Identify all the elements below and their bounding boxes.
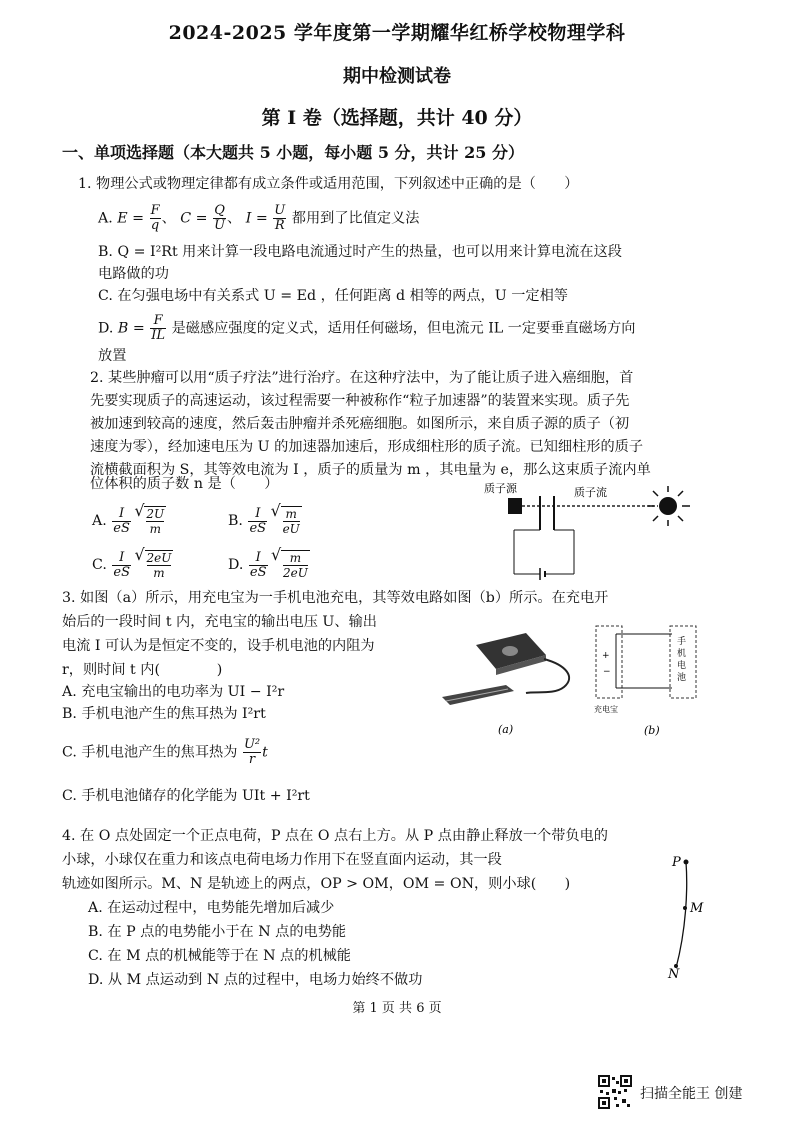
sqrt-m-over-2eu: √ $\frac{m}{2eU}$ xyxy=(281,550,310,580)
q3-option-d: C. 手机电池储存的化学能为 UIt + I²rt xyxy=(62,788,310,804)
q2-b-label: B. xyxy=(228,513,243,529)
q2-a-label: A. xyxy=(92,513,107,529)
q4-option-d: D. 从 M 点运动到 N 点的过程中，电场力始终不做功 xyxy=(88,972,423,988)
q2-line6: 位体积的质子数 n 是（ ） xyxy=(90,476,279,492)
trajectory-figure xyxy=(660,850,730,982)
point-p xyxy=(684,860,689,865)
phone-battery-label: 手机电池 xyxy=(677,637,687,683)
q3-line2: 始后的一段时间 t 内，充电宝的输出电压 U、输出 xyxy=(62,614,377,630)
q1-a-text: 都用到了比值定义法 xyxy=(291,210,420,227)
power-bank-icon xyxy=(476,633,546,675)
q2-line1: 2. 某些肿瘤可以用“质子疗法”进行治疗。在这种疗法中，为了能让质子进入癌细胞，首 xyxy=(90,370,634,386)
label-n: N xyxy=(668,967,680,982)
sqrt-m-over-eu: √ $\frac{m}{eU}$ xyxy=(281,506,302,536)
q2-line2: 先要实现质子的高速运动，该过程需要一种被称作“粒子加速器”的装置来实现。质子先 xyxy=(90,393,630,409)
q2-d-label: D. xyxy=(228,557,244,573)
q1-option-b-line2: 电路做的功 xyxy=(98,266,169,282)
formula-u2-over-r: $\frac{\text{U²}}{r}$ xyxy=(243,737,261,767)
sqrt-2eu-over-m: √ $\frac{2eU}{m}$ xyxy=(145,550,174,580)
q4-line3: 轨迹如图所示。M、N 是轨迹上的两点，OP > OM，OM = ON，则小球( ) xyxy=(62,876,571,892)
phone-battery-icon xyxy=(442,685,514,705)
proton-source-block xyxy=(508,498,522,514)
exam-subtitle: 期中检测试卷 xyxy=(343,66,451,87)
q2-c-label: C. xyxy=(92,557,107,573)
formula-q-over-u: $\frac{Q}{U}$ xyxy=(214,203,226,233)
q3-option-c: C. 手机电池产生的焦耳热为 $\frac{\text{U²}}{r}$ t xyxy=(62,737,268,767)
section-heading: 一、单项选择题（本大题共 5 小题，每小题 5 分，共计 25 分） xyxy=(62,143,524,162)
frac-i-over-es: $\frac{I}{eS}$ xyxy=(113,505,130,536)
power-bank-box xyxy=(596,626,622,698)
q4-line2: 小球，小球仅在重力和该点电荷电场力作用下在竖直面内运动，其一段 xyxy=(62,852,502,868)
q2-option-b xyxy=(228,506,302,536)
scanner-watermark: 扫描全能王 创建 xyxy=(640,1086,743,1102)
q2-option-d xyxy=(228,550,310,580)
q2-line4: 速度为零），经加速电压为 U 的加速器加速后，形成细柱形的质子流。已知细柱形的质子 xyxy=(90,439,644,455)
q3-c-text: C. 手机电池产生的焦耳热为 xyxy=(62,744,238,761)
trajectory-curve xyxy=(676,862,687,968)
q3-option-a: A. 充电宝输出的电功率为 UI − I²r xyxy=(62,684,285,700)
q3-line4: r，则时间 t 内( ) xyxy=(62,662,223,678)
q1-a-label: A. xyxy=(98,210,113,227)
q4-option-a: A. 在运动过程中，电势能先增加后减少 xyxy=(88,900,335,916)
frac-i-over-es: $\frac{I}{eS}$ xyxy=(249,505,267,536)
q3-option-b: B. 手机电池产生的焦耳热为 I²rt xyxy=(62,706,266,722)
label-proton-source: 质子源 xyxy=(484,482,517,495)
point-m xyxy=(683,906,687,910)
label-m: M xyxy=(690,901,704,916)
formula-f-over-il: $\frac{F}{IL}$ xyxy=(151,313,166,343)
q1-option-d: D. B = $\frac{F}{IL}$ 是磁感应强度的定义式，适用任何磁场，但电流元 IL 一定要垂直磁场方向 xyxy=(98,313,636,343)
frac-i-over-es: $\frac{I}{eS}$ xyxy=(249,549,267,580)
page-number: 第 1 页 共 6 页 xyxy=(352,1001,442,1016)
q2-line3: 被加速到较高的速度，然后轰击肿瘤并杀死癌细胞。如图所示，来自质子源的质子（初 xyxy=(90,416,630,432)
figure-a-label: (a) xyxy=(498,723,514,736)
q3-line1: 3. 如图（a）所示，用充电宝为一手机电池充电，其等效电路如图（b）所示。在充电开 xyxy=(62,590,609,606)
frac-i-over-es: $\frac{I}{eS}$ xyxy=(113,549,130,580)
terminal-plus: + xyxy=(602,651,610,661)
figure-b-label: (b) xyxy=(644,724,660,737)
q1-option-a: A. E = $\frac{F}{q}$ 、 C = $\frac{Q}{U}$ 、 I = $\frac{U}{R}$ 都用到了比值定义法 xyxy=(98,203,420,233)
q4-option-c: C. 在 M 点的机械能等于在 N 点的机械能 xyxy=(88,948,351,964)
part-title: 第 I 卷（选择题，共计 40 分） xyxy=(261,107,533,129)
q2-line5: 流横截面积为 S，其等效电流为 I ，质子的质量为 m ，其电量为 e，那么这束质子流内单 xyxy=(90,462,651,478)
formula-u-over-r: $\frac{U}{R}$ xyxy=(274,203,286,233)
exam-title: 2024-2025 学年度第一学期耀华红桥学校物理学科 xyxy=(168,22,626,44)
q2-option-a xyxy=(92,506,166,536)
qr-code-icon xyxy=(598,1075,632,1109)
q1-option-b-line1: B. Q = I²Rt 用来计算一段电路电流通过时产生的热量，也可以用来计算电流在这段 xyxy=(98,244,622,260)
formula-f-over-q: $\frac{F}{q}$ xyxy=(150,203,160,233)
proton-accelerator-figure xyxy=(478,478,718,586)
q2-option-c xyxy=(92,550,173,580)
q1-option-d-line2: 放置 xyxy=(98,348,127,364)
power-bank-label: 充电宝 xyxy=(594,705,618,714)
q1-d-text: 是磁感应强度的定义式，适用任何磁场，但电流元 IL 一定要垂直磁场方向 xyxy=(171,320,636,337)
q4-line1: 4. 在 O 点处固定一个正点电荷，P 点在 O 点右上方。从 P 点由静止释放一个带负电的 xyxy=(62,828,608,844)
q3-line3: 电流 I 可认为是恒定不变的，设手机电池的内阻为 xyxy=(62,638,375,654)
equivalent-circuit-figure xyxy=(592,622,702,742)
sqrt-2u-over-m: √ $\frac{2U}{m}$ xyxy=(144,506,166,536)
terminal-minus: − xyxy=(603,667,611,677)
q1-stem: 1. 物理公式或物理定律都有成立条件或适用范围，下列叙述中正确的是（ ） xyxy=(78,176,579,192)
q1-option-c: C. 在匀强电场中有关系式 U = Ed ，任何距离 d 相等的两点，U 一定相等 xyxy=(98,288,568,304)
charging-photo-figure xyxy=(436,625,596,743)
label-p: P xyxy=(672,855,681,870)
q1-d-label: D. xyxy=(98,320,114,337)
q4-option-b: B. 在 P 点的电势能小于在 N 点的电势能 xyxy=(88,924,347,940)
label-proton-stream: 质子流 xyxy=(574,486,607,499)
